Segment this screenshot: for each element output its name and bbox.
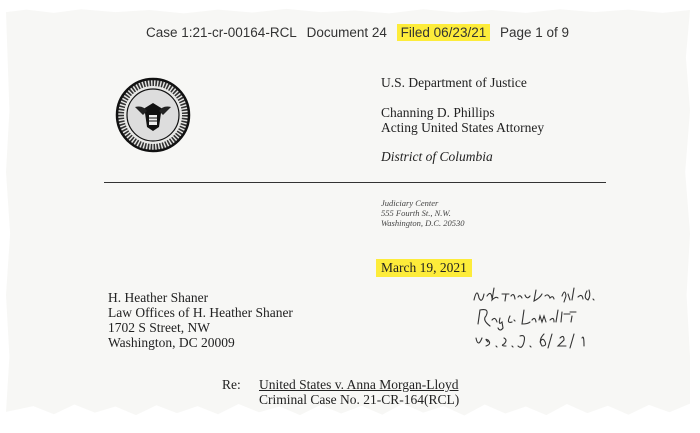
page-indicator: Page 1 of 9	[499, 25, 570, 40]
filed-date-highlight: Filed 06/23/21	[397, 24, 491, 41]
criminal-case-number: Criminal Case No. 21-CR-164(RCL)	[259, 392, 460, 407]
case-header	[146, 25, 575, 40]
letter-date-highlight: March 19, 2021	[376, 259, 472, 277]
re-label: Re:	[222, 377, 241, 392]
handwritten-signature-note	[470, 282, 630, 352]
attorney-title: Acting United States Attorney	[381, 120, 545, 135]
doj-seal-icon	[115, 77, 191, 153]
attorney-name: Channing D. Phillips	[381, 105, 495, 120]
recipient-street: 1702 S Street, NW	[108, 320, 210, 335]
recipient-firm: Law Offices of H. Heather Shaner	[108, 305, 293, 320]
recipient-city: Washington, DC 20009	[108, 335, 235, 350]
case-number: Case 1:21-cr-00164-RCL	[146, 25, 297, 40]
office-address-line1: Judiciary Center	[381, 198, 439, 208]
recipient-name: H. Heather Shaner	[108, 290, 209, 305]
office-address-line3: Washington, D.C. 20530	[381, 218, 465, 228]
horizontal-rule	[104, 182, 606, 183]
document-page	[6, 8, 690, 418]
document-number: Document 24	[306, 25, 387, 40]
case-caption: United States v. Anna Morgan-Lloyd	[259, 377, 459, 392]
office-address-line2: 555 Fourth St., N.W.	[381, 208, 451, 218]
district-name: District of Columbia	[381, 149, 493, 164]
agency-name: U.S. Department of Justice	[381, 75, 527, 90]
